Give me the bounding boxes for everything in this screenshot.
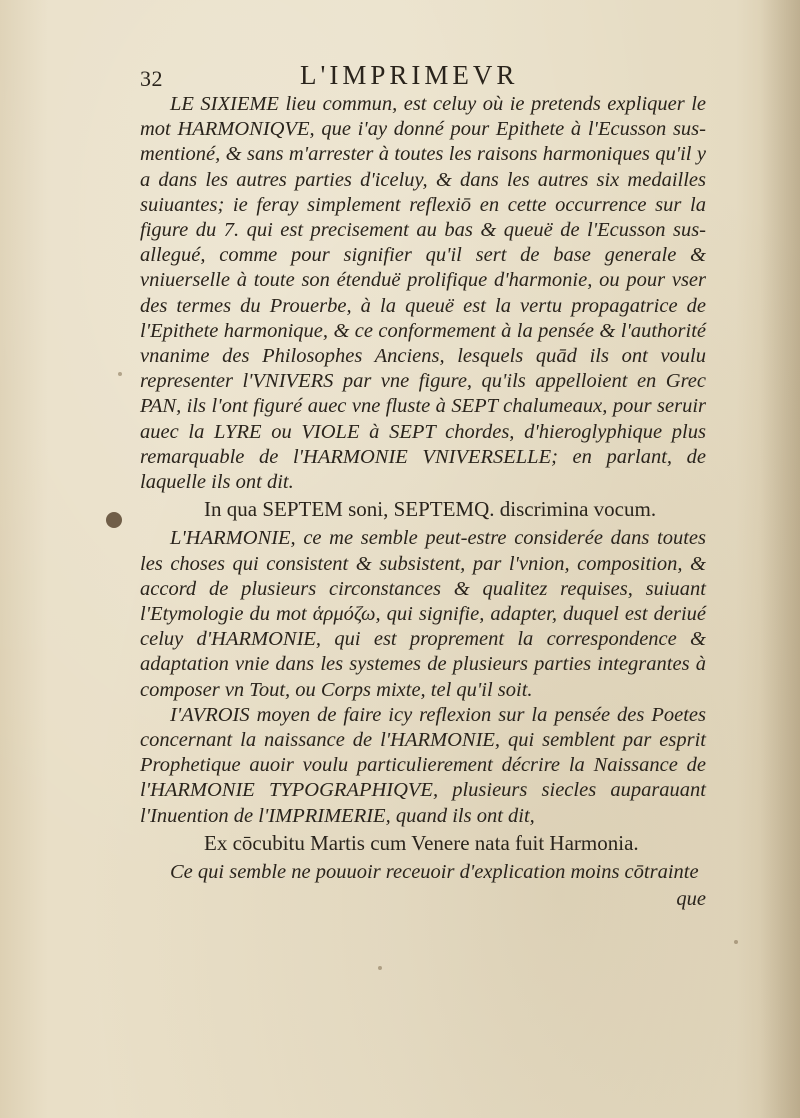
ink-spot	[118, 372, 122, 376]
page-edge-shadow	[760, 0, 800, 1118]
paragraph: LE SIXIEME lieu commun, est celuy où ie pretends expliquer le mot HARMONIQVE, que i'ay donné pour Epithete à l'Ecusson sus-mentioné, & sans m'arrester à toutes les raisons harmoniques qu'il y a dans les autres parties d'iceluy, & dans les autres six medailles suiuantes; ie feray simplement reflexiō en cette occurrence sur la figure du 7. qui est precisement au bas & queuë de l'Ecusson sus-allegué, comme pour signifier qu'il sert de base generale & vniuerselle à toute son étenduë prolifique d'harmonie, ou pour vser des termes du Prouerbe, à la queuë est la vertu propagatrice de l'Epithete harmonique, & ce conformement à la pensée & l'authorité vnanime des Philosophes Anciens, lesquels quād ils ont voulu representer l'VNIVERS par vne figure, qu'ils appelloient en Grec PAN, ils l'ont figuré auec vne fluste à SEPT chalumeaux, pour seruir auec la LYRE ou VIOLE à SEPT chordes, d'hieroglyphique plus remarquable de l'HARMONIE VNIVERSELLE; en parlant, de laquelle ils ont dit.	[140, 93, 706, 494]
ink-spot	[378, 966, 382, 970]
page-header	[140, 60, 700, 92]
catchword: que	[676, 888, 706, 911]
latin-verse: In qua SEPTEM soni, SEPTEMQ. discrimina vocum.	[204, 497, 657, 522]
ink-blot	[106, 512, 122, 528]
latin-verse: Ex cōcubitu Martis cum Venere nata fuit Harmonia.	[204, 830, 639, 855]
body-text	[140, 92, 706, 913]
running-head: L'IMPRIMEVR	[300, 60, 519, 90]
paragraph: Ce qui semble ne pouuoir receuoir d'explication moins cōtrainte	[170, 861, 699, 884]
paragraph: L'HARMONIE, ce me semble peut-estre considerée dans toutes les choses qui consistent & subsistent, par l'vnion, composition, & accord de plusieurs circonstances & qualitez requises, suiuant l'Etymologie du mot ἁρμόζω, qui signifie, adapter, duquel est deriué celuy d'HARMONIE, qui est proprement la correspondence & adaptation vnie dans les systemes de plusieurs parties integrantes à composer vn Tout, ou Corps mixte, tel qu'il soit.	[140, 527, 706, 701]
page-number: 32	[140, 66, 163, 91]
paragraph: I'AVROIS moyen de faire icy reflexion sur la pensée des Poetes concernant la naissance de l'HARMONIE, qui semblent par esprit Prophetique auoir voulu particulierement décrire la Naissance de l'HARMONIE TYPOGRAPHIQVE, plusieurs siecles auparauant l'Inuention de l'IMPRIMERIE, quand ils ont dit,	[140, 703, 706, 827]
ink-spot	[734, 940, 738, 944]
